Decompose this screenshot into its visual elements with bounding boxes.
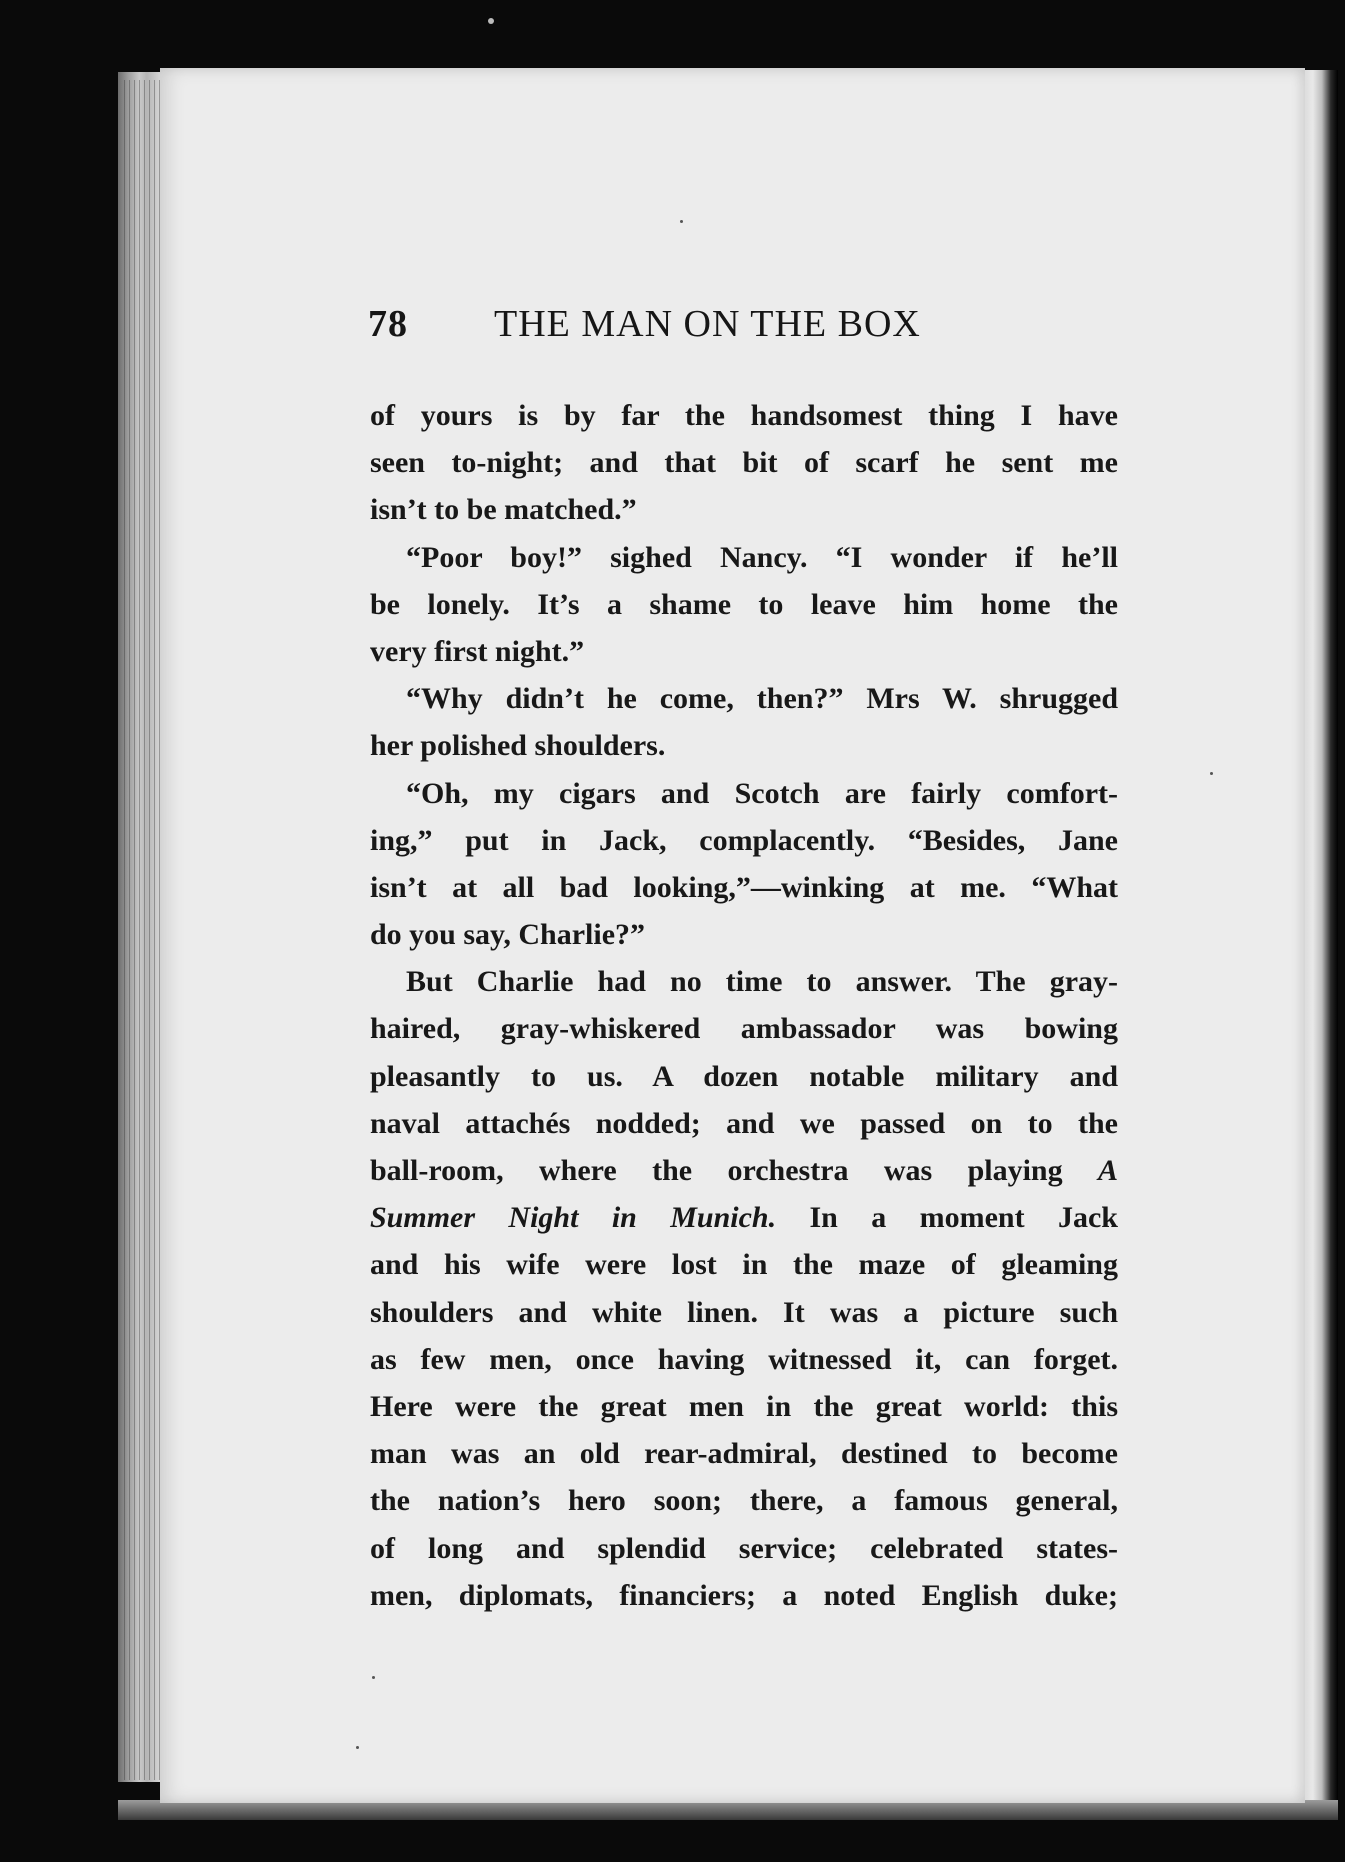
line-text: “Poor boy!” sighed Nancy. “I wonder if he’ll [406,540,1118,574]
line-text: isn’t at all bad looking,”—winking at me. “What [370,870,1118,904]
text-line [370,534,1118,581]
line-text: man was an old rear-admiral, destined to become [370,1437,1118,1471]
text-line [370,770,1118,817]
text-line [370,1241,1118,1288]
gutter-page-edges [124,80,164,1780]
text-line [370,1336,1118,1383]
bottom-page-edge [118,1800,1338,1820]
line-text: shoulders and white linen. It was a picture such [370,1295,1118,1329]
scan-speck [488,18,494,24]
line-text: ball-room, where the orchestra was playing [370,1154,1063,1187]
line-text: her polished shoulders. [370,729,666,763]
line-text: But Charlie had no time to answer. The gray- [406,965,1118,999]
line-text: as few men, once having witnessed it, can forget. [370,1342,1118,1376]
line-text: of long and splendid service; celebrated states- [370,1531,1118,1565]
text-line [370,1430,1118,1477]
right-page-edge [1302,70,1338,1810]
text-line [370,958,1118,1005]
line-text: “Oh, my cigars and Scotch are fairly comfort- [406,776,1118,810]
page-number: 78 [368,303,408,345]
text-line [370,817,1118,864]
text-line [370,1289,1118,1336]
line-text: be lonely. It’s a shame to leave him home the [370,587,1118,621]
line-text: of yours is by far the handsomest thing I have [370,399,1118,432]
text-line [370,628,1118,675]
line-text: naval attachés nodded; and we passed on to the [370,1106,1118,1140]
text-line [370,439,1118,486]
running-head: THE MAN ON THE BOX [494,303,921,345]
line-text: seen to-night; and that bit of scarf he sent me [370,446,1118,480]
line-text: pleasantly to us. A dozen notable military and [370,1059,1118,1093]
scan-speck [1210,772,1213,775]
line-text: men, diplomats, financiers; a noted English duke; [370,1578,1118,1612]
text-line [370,1147,1118,1194]
text-line [370,1053,1118,1100]
body-text [370,392,1118,1619]
text-line [370,1477,1118,1524]
line-text: isn’t to be matched.” [370,493,637,527]
text-line [370,1005,1118,1052]
text-line [370,581,1118,628]
text-line [370,864,1118,911]
line-text: haired, gray-whiskered ambassador was bowing [370,1012,1118,1046]
text-line [370,1383,1118,1430]
line-text: very first night.” [370,634,585,668]
line-text: “Why didn’t he come, then?” Mrs W. shrugged [406,682,1118,716]
text-line [370,1100,1118,1147]
line-text: the nation’s hero soon; there, a famous general, [370,1484,1118,1518]
text-line [370,722,1118,769]
scan-speck [680,220,683,223]
text-line [370,911,1118,958]
line-text: do you say, Charlie?” [370,918,646,952]
line-text: and his wife were lost in the maze of gleaming [370,1248,1118,1282]
page-header [368,302,1008,352]
line-text: ing,” put in Jack, complacently. “Besides, Jane [370,823,1118,857]
scan-speck [356,1746,359,1749]
text-line [370,392,1118,439]
text-line [370,675,1118,722]
italic-title: A [1098,1154,1119,1187]
text-line [370,486,1118,533]
italic-title: Summer Night in Munich. [370,1201,777,1235]
line-text: Here were the great men in the great world: this [370,1389,1118,1423]
text-line [370,1572,1118,1619]
text-line [370,1525,1118,1572]
text-line [370,1194,1118,1241]
line-text: In a moment Jack [776,1201,1118,1235]
scan-speck [372,1676,375,1679]
